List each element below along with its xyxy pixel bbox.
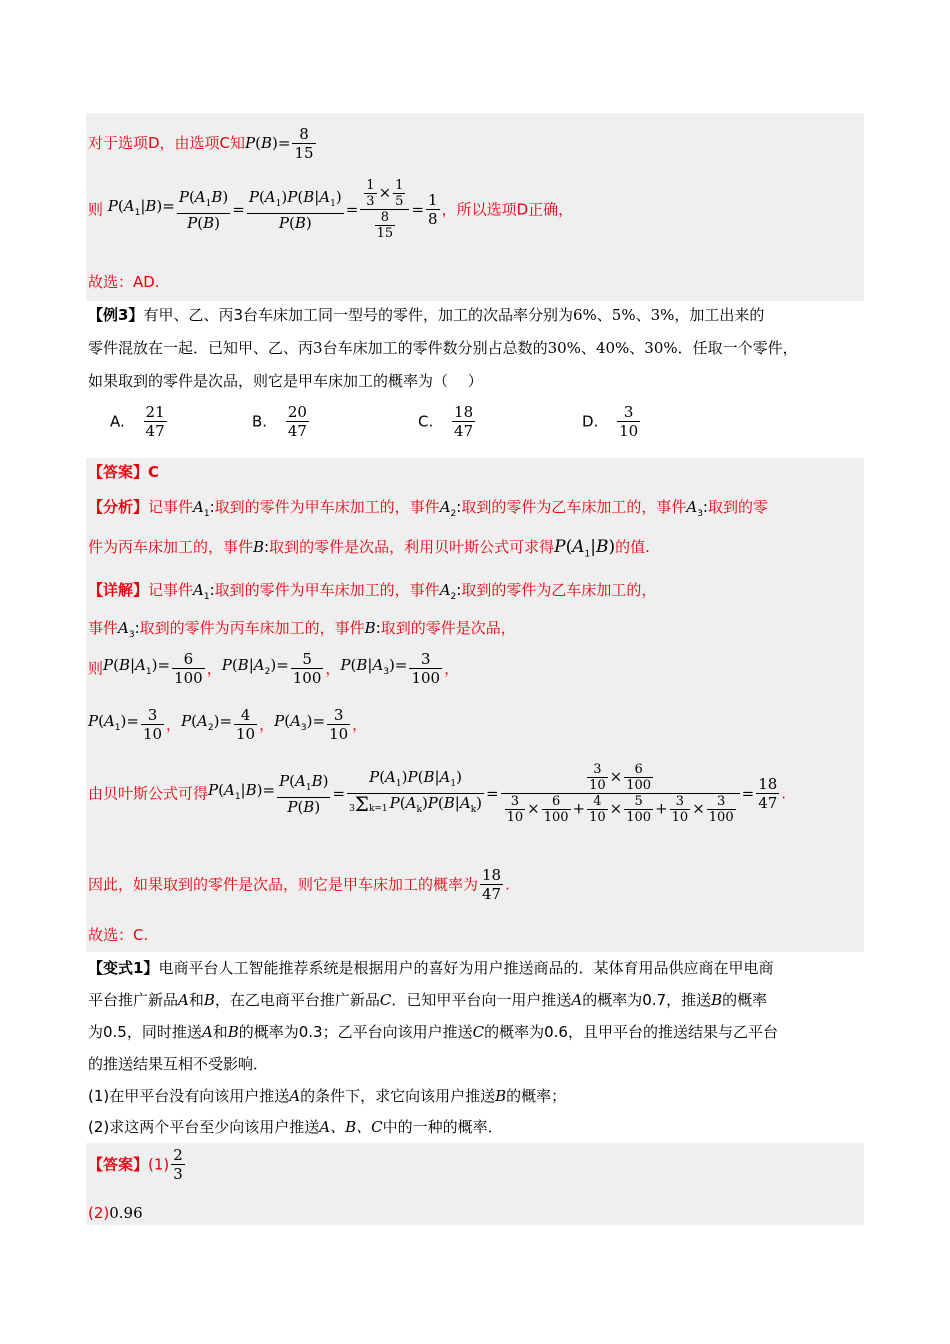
variant1-line4: 的推送结果互相不受影响． [88,1055,269,1073]
select-ad: 故选：AD. [88,273,160,291]
variant1-answer-1: 【答案】(1) $\frac{2}{3}$ [88,1146,183,1183]
variant1-line3: 为0.5，同时推送A和B的概率为0.3；乙平台向该用户推送C的概率为0.6，且甲平台的推送结果与乙平台 [88,1023,778,1041]
option-c[interactable]: C. $\frac{18}{47}$ [418,403,474,440]
variant1-line2: 平台推广新品A和B，在乙电商平台推广新品C．已知甲平台向一用户推送A的概率为0.7，推送B的概率 [88,991,768,1009]
question-2: (2)求这两个平台至少向该用户推送A、B、C中的一种的概率． [88,1118,503,1136]
option-d[interactable]: D. $\frac{3}{10}$ [582,403,639,440]
example3-line3: 如果取到的零件是次品，则它是甲车床加工的概率为（ ） [88,372,483,390]
analysis-line2: 件为丙车床加工的，事件B:取到的零件是次品，利用贝叶斯公式可求得$P(A_1|B)$的值. [88,537,650,560]
option-b[interactable]: B. $\frac{20}{47}$ [252,403,307,440]
select-c: 故选：C. [88,926,149,944]
option-d-line: 对于选项D，由选项C知P(B)= $\frac{8}{15}$ [88,125,314,162]
prior-probs: $P(A_1)=$ $\frac{3}{10}$ ，$P(A_2)=$ $\frac{4}{10}$ ，$P(A_3)=$ $\frac{3}{10}$ ， [88,706,368,743]
example3-line2: 零件混放在一起．已知甲、乙、丙3台车床加工的零件数分别占总数的30%、40%、30%．任取一个零件， [88,339,798,357]
variant1-answer-2: (2)0.96 [88,1204,143,1222]
question-1: (1)在甲平台没有向该用户推送A的条件下，求它向该用户推送B的概率； [88,1087,567,1105]
analysis-line1: 【分析】记事件$A_1$:取到的零件为甲车床加工的，事件$A_2$:取到的零件为乙车床加工的，事件$A_3$:取到的零 [88,498,768,519]
example3-line1: 【例3】有甲、乙、丙3台车床加工同一型号的零件，加工的次品率分别为6%、5%、3%，加工出来的 [88,306,765,324]
answer-line: 【答案】C [88,463,160,481]
bayes-formula: 由贝叶斯公式可得$P(A_1|B)=$ $\frac{P(A_1B)}{P(B)}$ = $\frac{P(A_1)P(B|A_1)}{3\Sigma k=1 P(A_k)P(B|A_k)}$ = $\frac{3}{10}$ × $\frac{6}{100}$ $\frac{3}{10}$ × $\frac{6}{100}$ + $\frac{4}{10}$ × $\frac{5}{100}$ + $\frac{3}{10}$ × $\frac{3}{100}$ = $\frac{18}{47}$ . [88,762,787,825]
conclusion-line: 因此，如果取到的零件是次品，则它是甲车床加工的概率为 $\frac{18}{47}$ . [88,866,510,903]
solution-background-3 [86,1143,864,1225]
detail-line1: 【详解】记事件$A_1$:取到的零件为甲车床加工的，事件$A_2$:取到的零件为乙车床加工的， [88,581,657,602]
pb-fraction: $\frac{8}{15}$ [294,125,314,162]
variant1-line1: 【变式1】电商平台人工智能推荐系统是根据用户的喜好为用户推送商品的．某体育用品供应商在甲电商 [88,959,774,977]
bayes-line-d: 则 $P(A_1|B)=$ $\frac{P(A_1B)}{P(B)}$ = $\frac{P(A_1)P(B|A_1)}{P(B)}$ = $\frac{1}{3}$ × $\frac{1}{5}$ $\frac{8}{15}$ = $\frac{1}{8}$ ，所以选项D正确， [88,178,574,241]
option-a[interactable]: A. $\frac{21}{47}$ [110,403,165,440]
detail-line2: 事件$A_3$:取到的零件为丙车床加工的，事件B:取到的零件是次品， [88,619,516,640]
conditional-probs: 则$P(B|A_1)=$ $\frac{6}{100}$ ，$P(B|A_2)=$ $\frac{5}{100}$ ，$P(B|A_3)=$ $\frac{3}{100}$ ， [88,650,460,687]
